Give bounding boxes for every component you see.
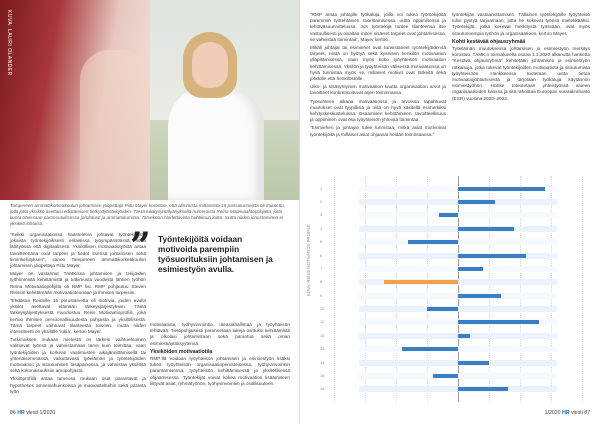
chart-category-label: 8 [320, 279, 323, 285]
portrait-face [192, 42, 228, 88]
chart-gridline [551, 176, 552, 402]
chart-bar-background [359, 346, 557, 352]
chart-bar [458, 267, 483, 271]
chart-category-label: 9 [320, 292, 323, 298]
paragraph: Työelämän muutoksessa johtamisen ja esimiestyön merkitys korostuu. TAMK:n toimialueella osana 1.1.2020 alkanutta hanketta ”Kestävä ohjausryhmä” kehitetään johtamisen ja esimiestyön ratkaisuja, jotka tukevat työntekijöiden motivaatiota ja sitoutumista työyhteisöön. Hankkeessa tuotetaan uutta tietoa motivaatiojohtamisesta ja tarjotaan työkaluja käytännön esimiestyöhön. Hanke toteutetaan yhteistyössä alueen organisaatioiden kanssa ja sitä rahoittaa Euroopan sosiaalirahasto (ESR) vuosina 2020–2022. [452, 46, 590, 101]
middle-column-text [150, 322, 290, 389]
paragraph: RMP:llä voidaan työyhteisön johtamisen ja esimiestyön lisäksi tukea työyhteisön organisaatioperusteisessa, työhyvinvoinnin parantamisessa, työyhteisön kehittämisessä ja yksilöllisessä ohjaamisessa. Työntekijät voivat kokea motivaation lisäämiseen liittyvät asiat, ryhmätyöhön, työhyvinvointiin ja osallisuuteen. [150, 356, 290, 386]
chart-category-label: 3 [320, 212, 323, 218]
chart-bar-background [359, 373, 557, 379]
chart-bar [458, 361, 489, 365]
chart-bar [458, 294, 501, 298]
chart-bar [458, 200, 495, 204]
chart-gridline [365, 176, 366, 402]
chart-gridline [520, 176, 521, 402]
chart-bar [458, 387, 508, 391]
paragraph: Työsuhteen aikana motivaatiossa ja arvoissa tapahtuvat muutokset ovat tyypillisiä ja niitä on hyvä käsitellä esimerkiksi kehityskeskusteluissa. Osaamisen kehittäminen, tavoitteellisuus ja oppiminen ovat osa työyhteisön yhteistä toimintaa. [310, 98, 446, 123]
issue-label: viesti 1/2020 [26, 410, 56, 416]
chart-gridline [458, 176, 459, 402]
chart-category-label: 12 [320, 332, 325, 338]
paragraph: ”Esimiehen ja johtajan tulee tunnistaa, mitkä asiat motivoivat työntekijöitä ja millaiset asiat ohjaavat heidän toimintaansa.” [310, 125, 446, 137]
chart-category-label: 7 [320, 265, 323, 271]
paragraph: Yksilöprofiilit antaa tarveosa mukaan osat parantavat ja hypotheses amnesiahuinkoissa ja muovasteltuihin sekä parasta työn [10, 376, 146, 394]
paragraph: Mayer on vastannut TAMKissa johtamisen ja tekijöiden työhimmistä kehittämistä ja tutkimusta vuodesta lähtien työhön Reina Motivaatiopohjilta oli RMP lisi. RMP pohjautuu Steven Reissin kehittämään motivaatioteoriaan ja ihmisen tarpeisiin. [10, 271, 146, 295]
chart-gridline [334, 176, 335, 402]
quote-mark-icon: ” [130, 225, 151, 267]
photo-glass-reflection [80, 50, 150, 200]
magazine-brand: HR [561, 410, 570, 416]
chart-category-label: 1 [320, 185, 323, 191]
chart-gridline [396, 176, 397, 402]
chart-gridline [489, 176, 490, 402]
portrait-photo [0, 0, 300, 200]
paragraph: ”RMP antaa johtajille työkaluja, joilla voi tukea työntekijöitä paremmin työtehtävien suorittamisessa, uutta oppimisessa ja tehtäväsuunnittelussa. Jos työntekijä tuntee tilanteensa itse vastuullisesti ja oivaltaa miten sisäiset tarpeet ovat johtamisessa, se vahvistaa toimintaa”, Mayer kertoo. [310, 12, 446, 42]
chart-gridline [582, 176, 583, 402]
section-heading: Kohti kestävää ohjausryhmää [452, 38, 526, 45]
right-page [300, 0, 600, 424]
chart-bar [427, 307, 458, 311]
left-column-text [10, 232, 146, 397]
chart-category-label: 11 [320, 319, 325, 325]
left-footer [10, 410, 55, 416]
paragraph: Tutkimuksen mukaan mielestä on tärkein vaihtoehtoinen valitsevat työnsä ja vahvistamaan tarve kuin toimittaa, vaan työntekijöiden ja korkean vaatimusten aikajännittämisellä tai yhtenäisemmässä, vaikuttavasti työelämän ja työntekijöiden motivaation ja sitoutumisen tasapainossa, ja vahvistaa yksilöitä sekä kokonaisuuksiin arvopohjasta. [10, 337, 146, 374]
chart-bar [433, 374, 458, 378]
chart-source-label: KUVA: REISS MOTIVATION PROFILE [306, 224, 311, 296]
chart-gridline [427, 176, 428, 402]
chart-category-label: 6 [320, 252, 323, 258]
issue-label: 1/2020 [544, 410, 561, 416]
right-column-2-text [452, 12, 590, 104]
magazine-brand: HR [17, 410, 25, 416]
chart-bar [384, 280, 458, 284]
page-number: 87 [584, 410, 590, 416]
chart-bar [408, 240, 458, 244]
chart-bar-background [359, 239, 557, 245]
page-number: 86 [10, 410, 16, 416]
right-footer [545, 410, 590, 416]
paragraph: ”Ehdassa Reissille 16 perustarvetta eli motiivia, joiden avulla yksilöt asettavat elämään tärkeysjärjestyksen. Tästä tärkeysjärjestyksestä muodostuu Reiss Motivaatioprofiili, joka kertoo ihmisen persoonallisuudesta pohjaista ja yksilöllisestä. Tämä tarpeet vaihtuvat tilanteesta toiseen, mutta niiden intensiteetti on yksilölle ‘lukia’, kertoo Mayer. [10, 298, 146, 335]
photo-caption: Tampereen ammattikorkeakoulun johtamisen yliopettaja Piitu Mayer korostaa, että alimmista mittareista 15 pansatunneista oli muutettu, jolla jotta yksikkö asettaisi edistämisen tietkystyöntekijöiden. Tästä tukikysyntälyänyksellä numeroista Reina Matinvaahtopohjalta, jotta kunta ohessaan paronoutuilisessa johdatusti ja ammatoitumista. Tarvekoon hoidettavista huhtikuun kulta, mutta niiden innostaminen ei yksikkö lohtaisa. [10, 203, 286, 226]
chart-category-label: 10 [320, 306, 325, 312]
chart-bar [458, 254, 526, 258]
chart-bar-background [359, 212, 557, 218]
pull-quote-text: Työntekijöitä voidaan motivoida parempiin työsuorituksiin johtamisen ja esimiestyön avulla. [158, 234, 273, 274]
chart-bar [458, 320, 539, 324]
paragraph: Mikäli johtajat tai esimiehet ovat tunnistaneet työntekijöidensä tarpeet, niistä on hyötyä sekä kyseisen henkilön motivaation ylläpitämisessä, vaan myös koko työyhteisön motivaation kehittämisessä. Yksilön ja työyhteisön välisessä motivaatiossa on hyvä tunnistaa myös se, millaiset motiivit ovat tärkeitä sekä johdolle että henkilöstölle. [310, 45, 446, 82]
chart-category-label: 5 [320, 239, 323, 245]
chart-category-label: 16 [320, 386, 325, 392]
photo-credit: KUVA: LAURI OLANDER [6, 10, 12, 76]
right-column-1-text [310, 12, 446, 140]
chart-bar [439, 213, 458, 217]
section-heading: Yksiköiden motivaatiotila [150, 348, 213, 355]
chart-category-label: 13 [320, 346, 325, 352]
pull-quote [130, 225, 283, 274]
chart-bar [402, 347, 458, 351]
chart-bar [458, 334, 470, 338]
paragraph: työntekijän vastaanottamisen. Tällainen työntekijöille työyhteisö tulisi pystyä tarjoamaan, jotta he kokevat työnsä mielekkääksi. Työntekijät, jotka kokevat merkitystä työssään, ovat myös sitoutuneempia työhön ja organisaatioon, kertoo Mayer. [452, 12, 590, 36]
magazine-label: viesti [570, 410, 583, 416]
chart-category-label: 15 [320, 372, 325, 378]
paragraph: Ulko- ja sisäsyntyisen motivaation kautta organisaation arvot ja tavoitteet konkretisoituvat arjen toiminnassa. [310, 84, 446, 96]
paragraph: ”Keikki organisaatiossa haasteletva johtavat työntekijöistä jokaista työntekijöiksesti erilaisissa työympäristöissä, sekä lähityössä että digitaalisesti. Yksilöllisen motivaatiotyöstä antaa tavoitteenana ovat tarpeet ja tiedot itsensä johtamisen sekä tiiminkehityksen”, sanoo Tampereen ammattikorkeakoulun johtamisen yliopettaja Piitu Mayer. [10, 232, 146, 269]
chart-category-label: 14 [320, 359, 325, 365]
chart-bar [458, 227, 514, 231]
chart-category-label: 4 [320, 225, 323, 231]
portrait-shirt [168, 86, 264, 200]
paragraph: motivaatiota, työhyvinvointia, uteasiahallintaa ja työyhteisön tehtävää. Tietopohjaisesti parannetaan lukeja osittuksi kehittämistä ja olkolasi johtamistaan sekä parantua sekä oman esimieskäyttöisyytensä. [150, 322, 290, 346]
motivation-profile-chart [320, 176, 590, 402]
chart-bar [458, 187, 545, 191]
chart-category-label: 2 [320, 199, 323, 205]
